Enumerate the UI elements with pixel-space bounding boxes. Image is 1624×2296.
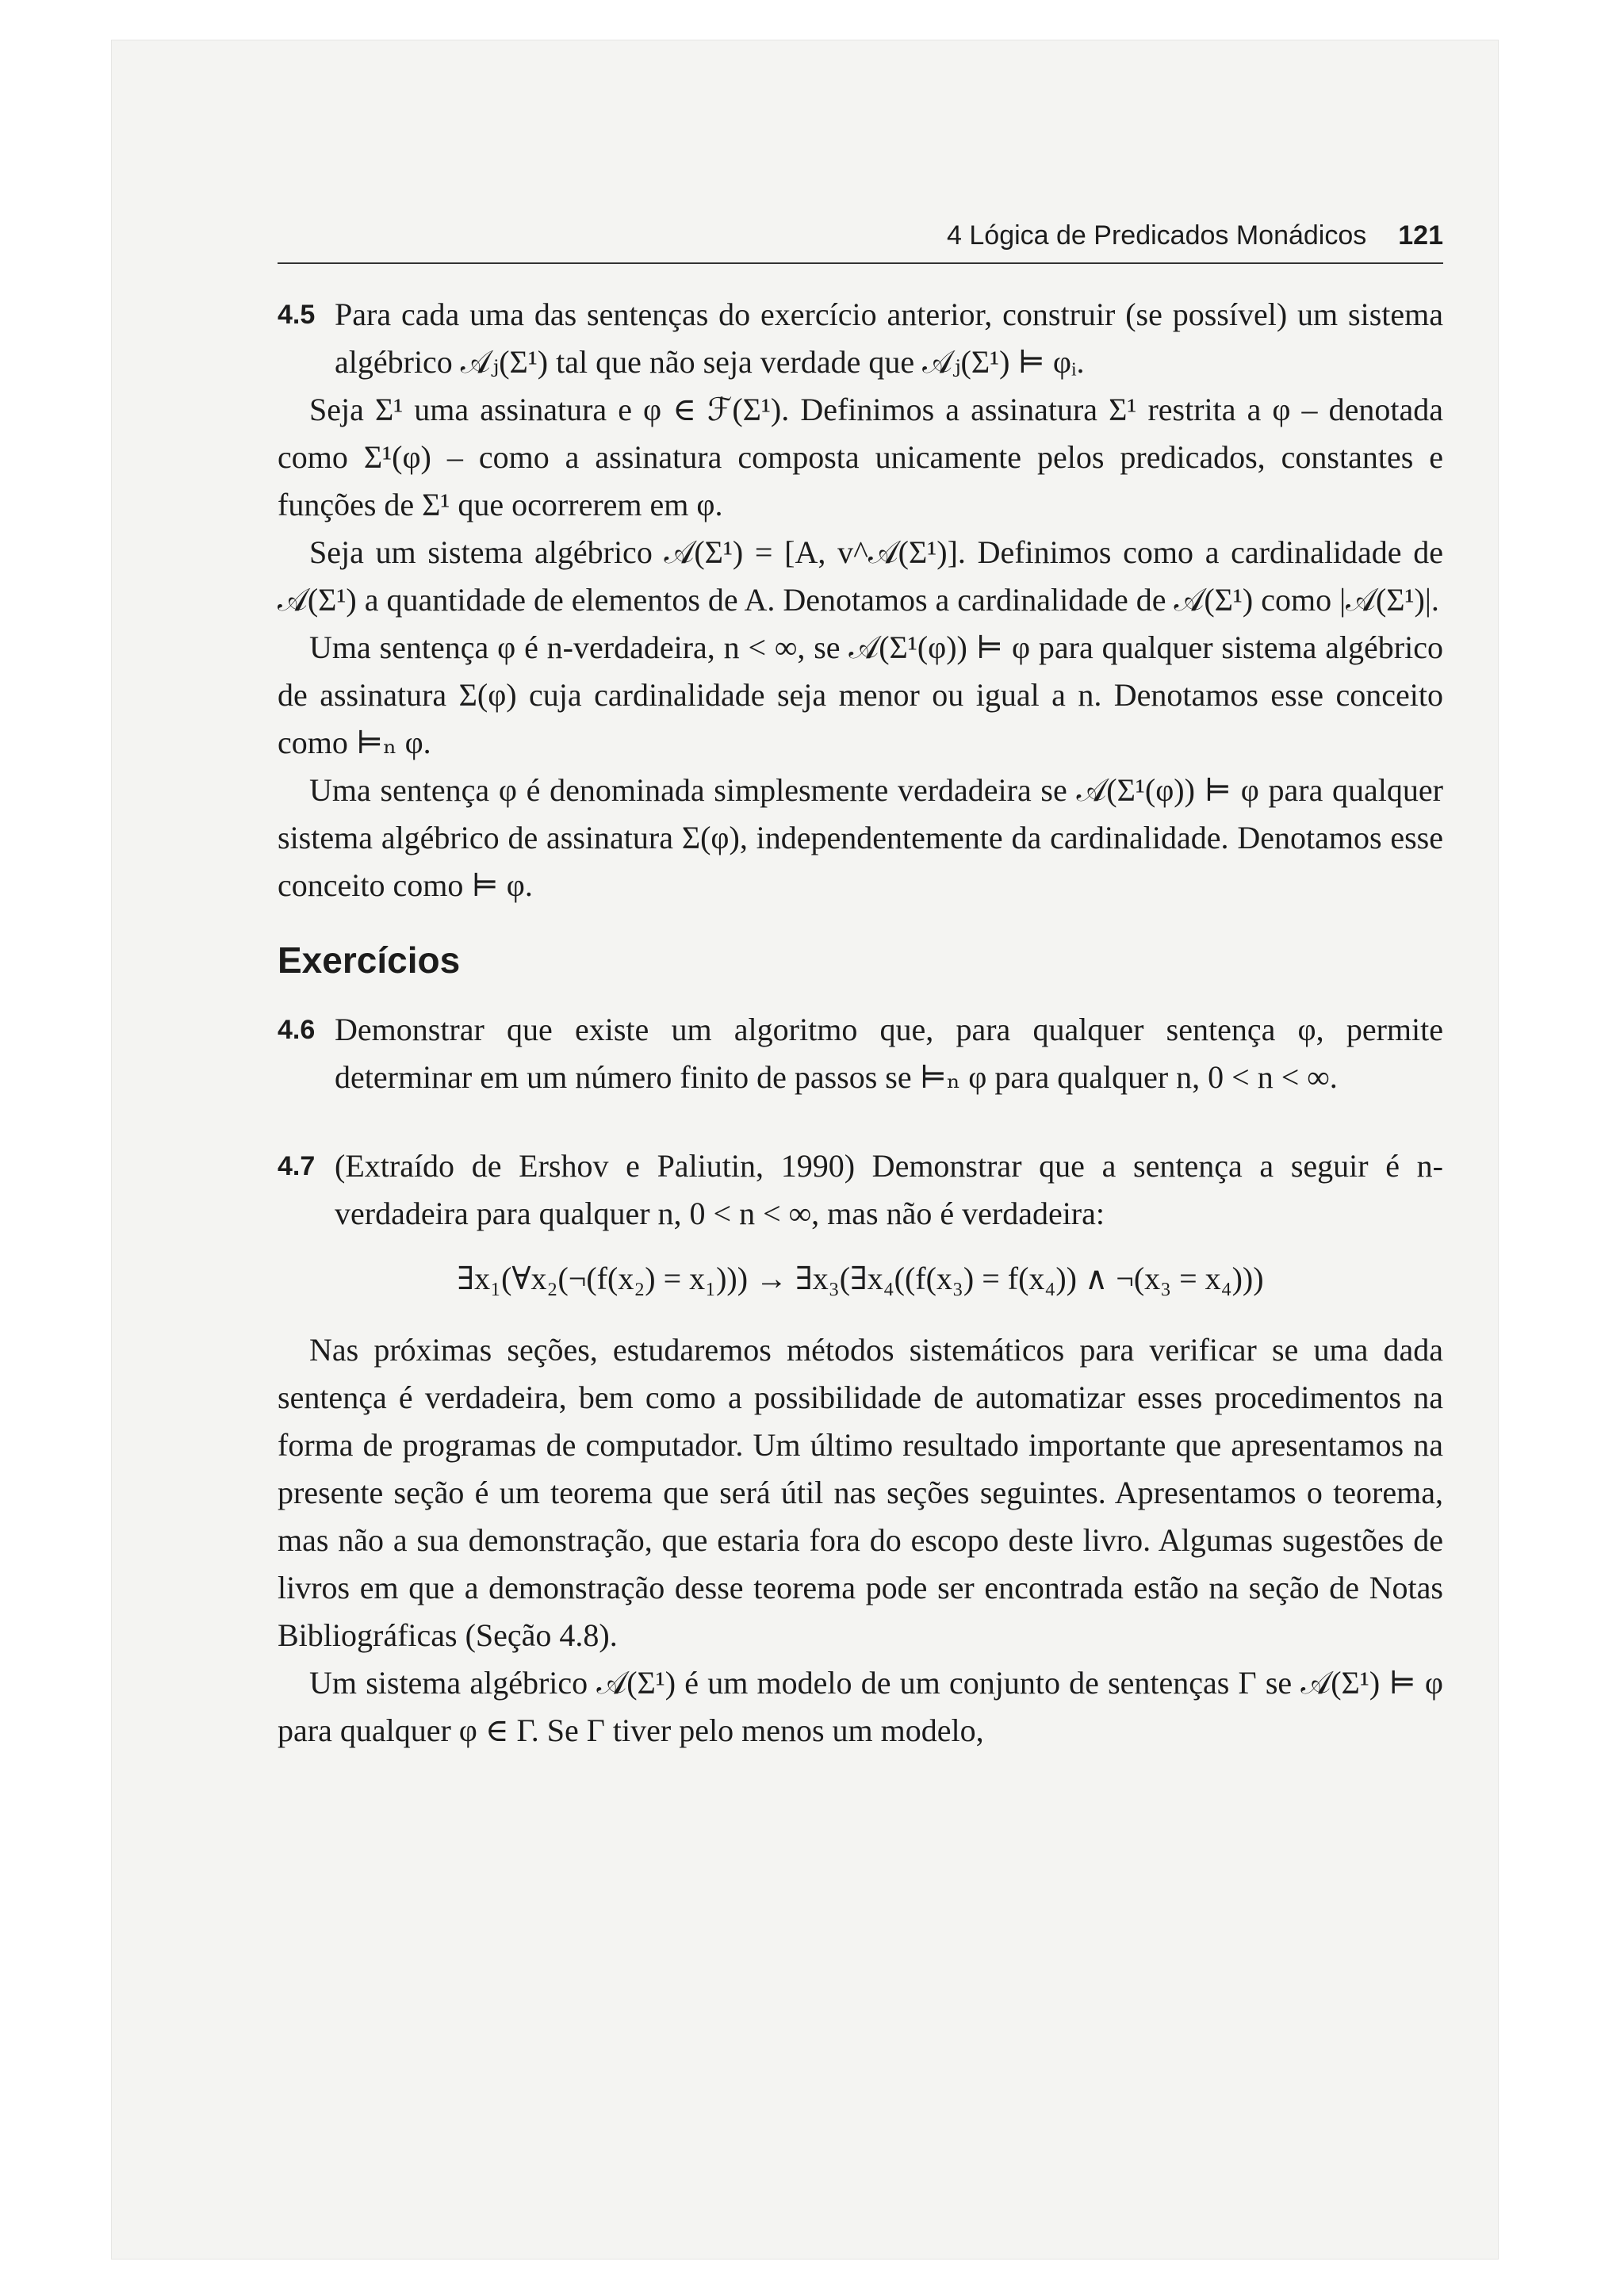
exercise-number: 4.6: [278, 1015, 316, 1045]
paragraph: Um sistema algébrico 𝒜(Σ¹) é um modelo de um conjunto de sentenças Γ se 𝒜(Σ¹) ⊨ φ para qualquer φ ∈ Γ. Se Γ tiver pelo menos um modelo,: [278, 1665, 1443, 1748]
running-header: [278, 220, 1443, 264]
exercise-text: (Extraído de Ershov e Paliutin, 1990) Demonstrar que a sentença a seguir é n-verdadeira para qualquer n, 0 < n < ∞, mas não é verdadeira:: [335, 1148, 1443, 1231]
chapter-title: 4 Lógica de Predicados Monádicos: [947, 220, 1367, 251]
exercise-4-7: [278, 1142, 1443, 1238]
exercise-text: Para cada uma das sentenças do exercício anterior, construir (se possível) um sistema algébrico 𝒜ⱼ(Σ¹) tal que não seja verdade que 𝒜ⱼ(Σ¹) ⊨ φᵢ.: [335, 297, 1443, 380]
exercise-4-6: [278, 1006, 1443, 1101]
spacer: [278, 1101, 1443, 1131]
book-page: [111, 40, 1499, 2260]
exercise-4-5: [278, 291, 1443, 386]
page-number: 121: [1398, 220, 1443, 251]
section-title: Exercícios: [278, 939, 461, 981]
exercise-number: 4.5: [278, 300, 316, 330]
paragraph: Nas próximas seções, estudaremos métodos sistemáticos para verificar se uma dada sentença é verdadeira, bem como a possibilidade de automatizar esses procedimentos na forma de programas de computador. Um último resultado importante que apresentamos na presente seção é um teorema que será útil nas seções seguintes. Apresentamos o teorema, mas não a sua demonstração, que estaria fora do escopo deste livro. Algumas sugestões de livros em que a demonstração desse teorema pode ser encontrada estão na seção de Notas Bibliográficas (Seção 4.8).: [278, 1332, 1443, 1653]
paragraph: Uma sentença φ é n-verdadeira, n < ∞, se 𝒜(Σ¹(φ)) ⊨ φ para qualquer sistema algébrico de assinatura Σ(φ) cuja cardinalidade seja menor ou igual a n. Denotamos esse conceito como ⊨ₙ φ.: [278, 629, 1443, 760]
page-content: [278, 220, 1443, 1755]
paragraph: Seja um sistema algébrico 𝒜(Σ¹) = [A, v^𝒜(Σ¹)]. Definimos como a cardinalidade de 𝒜(Σ¹) a quantidade de elementos de A. Denotamos a cardinalidade de 𝒜(Σ¹) como |𝒜(Σ¹)|.: [278, 534, 1443, 618]
formula: ∃x₁(∀x₂(¬(f(x₂) = x₁))) → ∃x₃(∃x₄((f(x₃) = f(x₄)) ∧ ¬(x₃ = x₄))): [457, 1261, 1264, 1296]
exercise-text: Demonstrar que existe um algoritmo que, para qualquer sentença φ, permite determinar em um número finito de passos se ⊨ₙ φ para qualquer n, 0 < n < ∞.: [335, 1012, 1443, 1095]
paragraph: Uma sentença φ é denominada simplesmente verdadeira se 𝒜(Σ¹(φ)) ⊨ φ para qualquer sistema algébrico de assinatura Σ(φ), independentemente da cardinalidade. Denotamos esse conceito como ⊨ φ.: [278, 772, 1443, 903]
exercise-number: 4.7: [278, 1151, 316, 1181]
paragraph: Seja Σ¹ uma assinatura e φ ∈ ℱ(Σ¹). Definimos a assinatura Σ¹ restrita a φ – denotada como Σ¹(φ) – como a assinatura composta unicamente pelos predicados, constantes e funções de Σ¹ que ocorrerem em φ.: [278, 392, 1443, 522]
